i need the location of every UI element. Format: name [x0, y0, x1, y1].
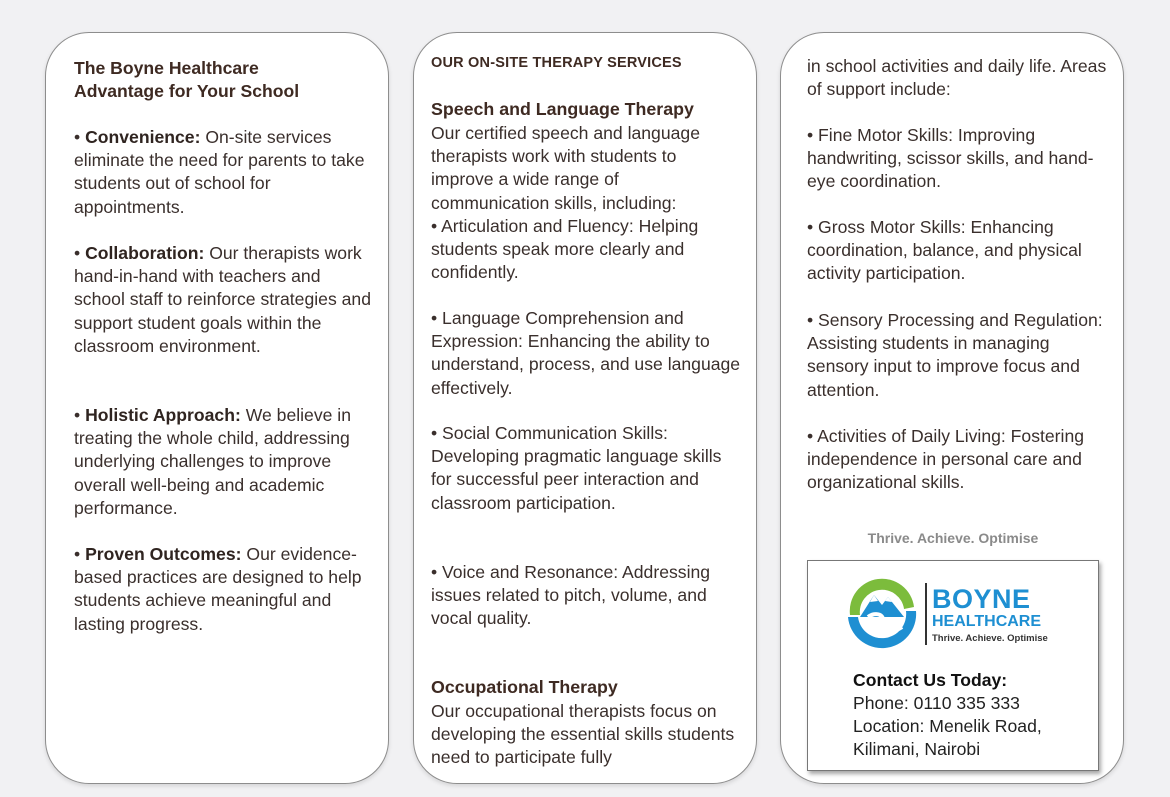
benefit-label: Proven Outcomes: [85, 544, 242, 564]
speech-item-articulation: • Articulation and Fluency: Helping students speak more clearly and confidently. [431, 216, 699, 283]
benefit-item-convenience: • Convenience: On-site services eliminate the need for parents to take students out of school for appointments. [74, 127, 365, 217]
heading-line-1: The Boyne Healthcare [74, 58, 259, 78]
contact-info [853, 669, 1093, 761]
logo-divider [925, 583, 927, 645]
benefit-text: On-site services eliminate the need for parents to take students out of school for appointments. [74, 127, 365, 217]
logo-wordmark: BOYNE HEALTHCARE Thrive. Achieve. Optimise [932, 584, 1048, 644]
benefit-label: Convenience: [85, 127, 201, 147]
ot-item-fine-motor: • Fine Motor Skills: Improving handwriting, scissor skills, and hand-eye coordination. [807, 125, 1094, 192]
occupational-therapy-intro: Our occupational therapists focus on developing the essential skills students need to participate fully [431, 701, 735, 768]
contact-card [807, 560, 1099, 771]
advantage-heading [74, 57, 374, 103]
therapy-services-panel [413, 32, 757, 784]
benefit-text: Our therapists work hand-in-hand with teachers and school staff to reinforce strategies and support student goals within the classroom environment. [74, 243, 371, 356]
ot-item-daily-living: • Activities of Daily Living: Fostering independence in personal care and organizational skills. [807, 426, 1085, 493]
ot-continuation: in school activities and daily life. Areas of support include: [807, 56, 1107, 100]
boyne-healthcare-logo [842, 571, 1072, 649]
benefit-label: Holistic Approach: [85, 405, 241, 425]
speech-therapy-intro: Our certified speech and language therapists work with students to improve a wide range of communication skills, including: [431, 123, 700, 213]
speech-therapy-title: Speech and Language Therapy [431, 99, 694, 119]
benefit-label: Collaboration: [85, 243, 205, 263]
support-contact-panel [780, 32, 1124, 784]
ot-item-gross-motor: • Gross Motor Skills: Enhancing coordination, balance, and physical activity participation. [807, 217, 1082, 284]
benefit-item-outcomes: • Proven Outcomes: Our evidence-based practices are designed to help students achieve meaningful and lasting progress. [74, 544, 362, 634]
benefit-item-holistic: • Holistic Approach: We believe in treating the whole child, addressing underlying challenges to improve overall well-being and academic performance. [74, 405, 351, 518]
benefit-text: Our evidence-based practices are designed to help students achieve meaningful and lasting progress. [74, 544, 362, 634]
advantage-panel [45, 32, 389, 784]
benefit-text: We believe in treating the whole child, addressing underlying challenges to improve overall well-being and academic performance. [74, 405, 351, 518]
speech-item-comprehension: • Language Comprehension and Expression: Enhancing the ability to understand, process, and use language effectively. [431, 308, 741, 398]
contact-phone: Phone: 0110 335 333 [853, 693, 1020, 713]
speech-item-voice: • Voice and Resonance: Addressing issues related to pitch, volume, and vocal quality. [431, 562, 711, 629]
contact-location-line-2: Kilimani, Nairobi [853, 739, 981, 759]
occupational-therapy-title: Occupational Therapy [431, 677, 618, 697]
benefit-item-collaboration: • Collaboration: Our therapists work hand-in-hand with teachers and school staff to reinforce strategies and support student goals within the classroom environment. [74, 243, 371, 356]
contact-location-line-1: Location: Menelik Road, [853, 716, 1042, 736]
speech-item-social: • Social Communication Skills: Developing pragmatic language skills for successful peer interaction and classroom participation. [431, 423, 722, 513]
section-title: OUR ON-SITE THERAPY SERVICES [431, 55, 682, 71]
mountain-river-logo-icon [842, 571, 922, 649]
heading-line-2: Advantage for Your School [74, 81, 300, 101]
ot-item-sensory: • Sensory Processing and Regulation: Assisting students in managing sensory input to improve focus and attention. [807, 310, 1103, 400]
tagline: Thrive. Achieve. Optimise [867, 530, 1039, 546]
contact-heading: Contact Us Today: [853, 670, 1008, 690]
